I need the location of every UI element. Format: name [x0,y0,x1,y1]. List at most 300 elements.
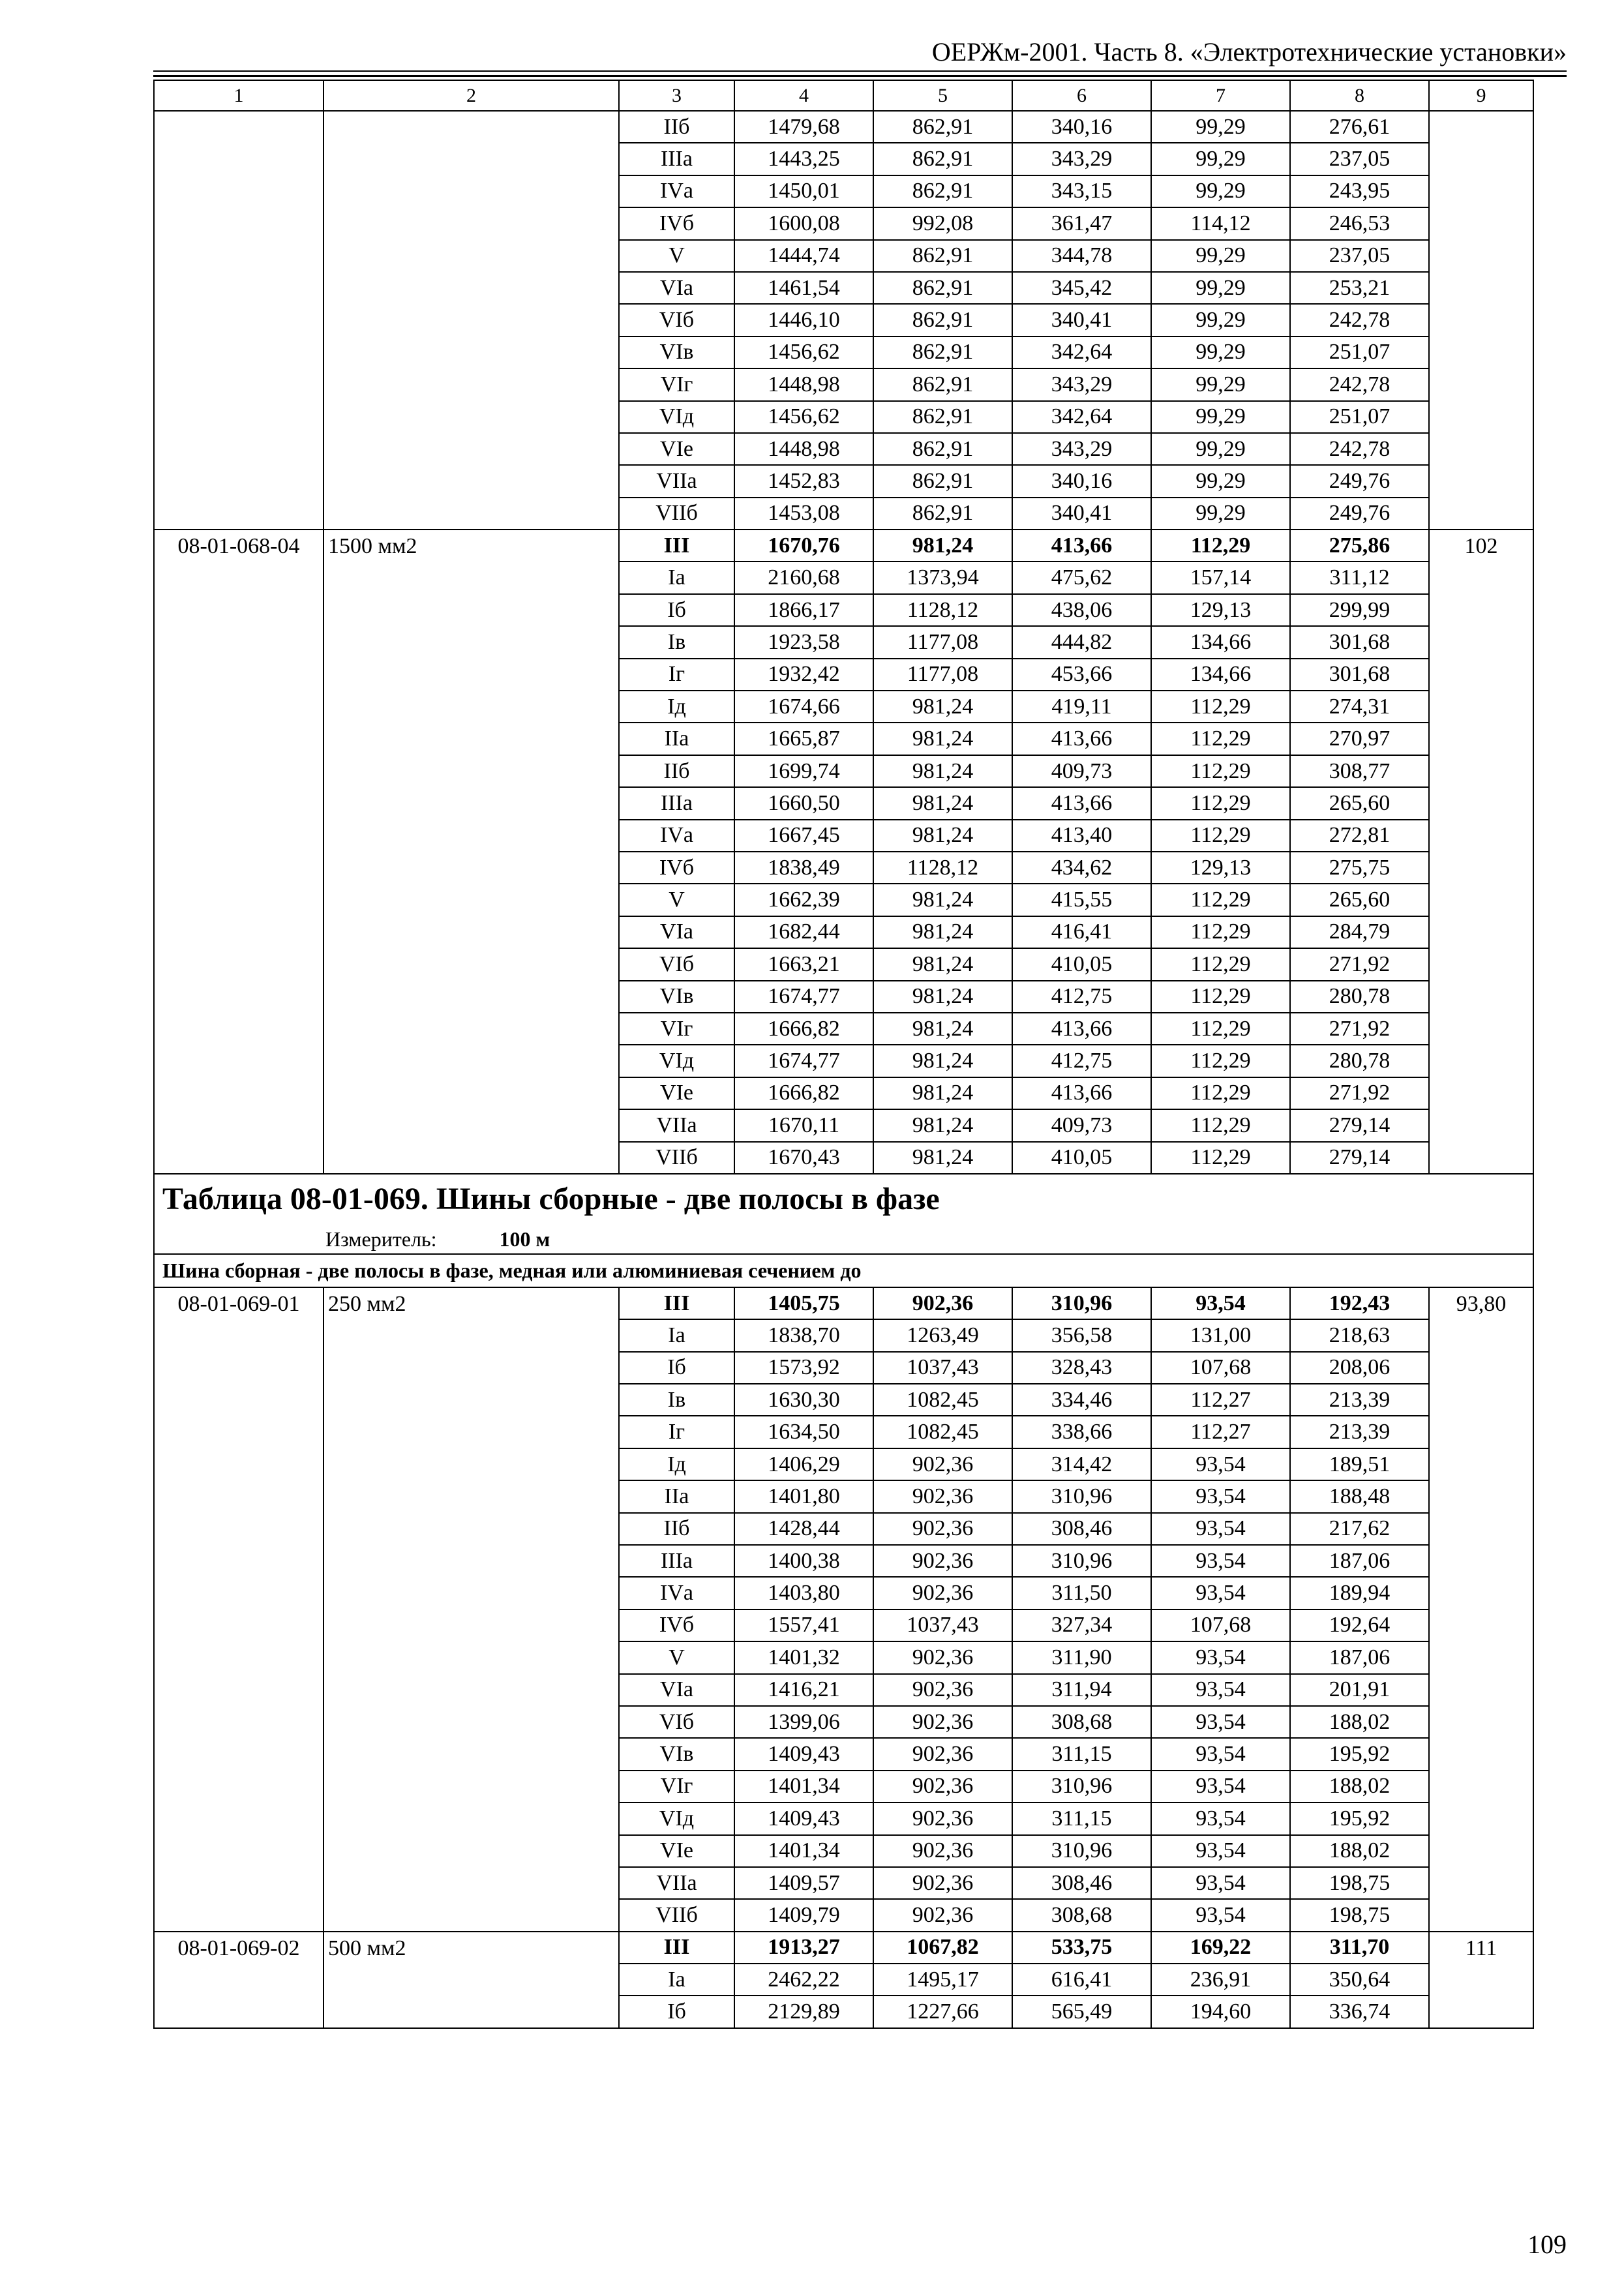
table-row [154,561,1533,593]
value-cell: 1932,42 [734,659,873,691]
column-number-cell: 9 [1429,80,1533,111]
row-code-cell [154,1545,323,1577]
column-number-cell: 3 [619,80,734,111]
row-code-cell [154,337,323,368]
value-cell: 981,24 [873,755,1012,787]
col9-cell [1429,948,1533,980]
value-cell: 862,91 [873,175,1012,207]
zone-cell: IIIа [619,143,734,175]
col9-cell [1429,1641,1533,1673]
value-cell: 1670,43 [734,1142,873,1174]
col9-cell [1429,1352,1533,1384]
value-cell: 902,36 [873,1513,1012,1545]
value-cell: 902,36 [873,1706,1012,1738]
value-cell: 1428,44 [734,1513,873,1545]
value-cell: 308,68 [1012,1706,1151,1738]
value-cell: 131,00 [1151,1319,1290,1351]
value-cell: 198,75 [1290,1899,1429,1931]
value-cell: 981,24 [873,723,1012,755]
zone-cell: V [619,240,734,272]
row-name-cell [323,1416,619,1448]
value-cell: 902,36 [873,1641,1012,1673]
col9-cell [1429,561,1533,593]
value-cell: 194,60 [1151,1996,1290,2027]
value-cell: 93,54 [1151,1899,1290,1931]
value-cell: 616,41 [1012,1964,1151,1996]
value-cell: 188,02 [1290,1835,1429,1867]
row-name-cell [323,723,619,755]
value-cell: 311,15 [1012,1738,1151,1770]
zone-cell: IIб [619,111,734,143]
value-cell: 413,66 [1012,723,1151,755]
row-code-cell [154,594,323,626]
zone-cell: V [619,884,734,916]
row-code-cell [154,884,323,916]
row-name-cell: 500 мм2 [323,1932,619,1964]
value-cell: 314,42 [1012,1448,1151,1480]
table-title: Таблица 08-01-069. Шины сборные - две полосы в фазе [154,1174,1533,1225]
value-cell: 862,91 [873,240,1012,272]
row-code-cell [154,691,323,723]
row-code-cell [154,401,323,433]
value-cell: 310,96 [1012,1771,1151,1803]
row-code-cell [154,1674,323,1706]
col9-cell [1429,852,1533,884]
value-cell: 1452,83 [734,465,873,497]
col9-cell [1429,1706,1533,1738]
value-cell: 99,29 [1151,401,1290,433]
table-row [154,433,1533,465]
row-code-cell [154,465,323,497]
col9-cell [1429,1835,1533,1867]
table-row [154,755,1533,787]
value-cell: 280,78 [1290,981,1429,1013]
row-code-cell [154,143,323,175]
col9-cell [1429,1109,1533,1141]
value-cell: 188,48 [1290,1480,1429,1512]
row-code-cell [154,626,323,658]
value-cell: 356,58 [1012,1319,1151,1351]
col9-cell: 102 [1429,530,1533,561]
value-cell: 343,15 [1012,175,1151,207]
value-cell: 1177,08 [873,626,1012,658]
zone-cell: IIа [619,1480,734,1512]
value-cell: 412,75 [1012,1045,1151,1077]
value-cell: 189,51 [1290,1448,1429,1480]
row-name-cell [323,755,619,787]
value-cell: 1128,12 [873,852,1012,884]
table-row [154,626,1533,658]
value-cell: 992,08 [873,207,1012,239]
row-name-cell [323,1899,619,1931]
col9-cell [1429,1674,1533,1706]
value-cell: 1600,08 [734,207,873,239]
value-cell: 93,54 [1151,1513,1290,1545]
value-cell: 361,47 [1012,207,1151,239]
zone-cell: IVа [619,820,734,852]
column-number-cell: 6 [1012,80,1151,111]
value-cell: 981,24 [873,1045,1012,1077]
table-row [154,337,1533,368]
value-cell: 112,29 [1151,820,1290,852]
table-row [154,1771,1533,1803]
table-row [154,723,1533,755]
value-cell: 198,75 [1290,1867,1429,1899]
zone-cell: IVа [619,175,734,207]
row-code-cell [154,1077,323,1109]
value-cell: 862,91 [873,304,1012,336]
row-name-cell [323,1109,619,1141]
row-name-cell [323,240,619,272]
value-cell: 862,91 [873,272,1012,304]
value-cell: 1667,45 [734,820,873,852]
value-cell: 342,64 [1012,401,1151,433]
table-row [154,594,1533,626]
value-cell: 310,96 [1012,1835,1151,1867]
value-cell: 413,66 [1012,530,1151,561]
value-cell: 114,12 [1151,207,1290,239]
value-cell: 218,63 [1290,1319,1429,1351]
zone-cell: Iг [619,659,734,691]
value-cell: 93,54 [1151,1674,1290,1706]
row-name-cell [323,1513,619,1545]
row-code-cell [154,1867,323,1899]
zone-cell: Iд [619,691,734,723]
value-cell: 187,06 [1290,1641,1429,1673]
table-row [154,820,1533,852]
value-cell: 93,54 [1151,1448,1290,1480]
value-cell: 1177,08 [873,659,1012,691]
table-row [154,1867,1533,1899]
value-cell: 862,91 [873,368,1012,400]
value-cell: 1082,45 [873,1416,1012,1448]
zone-cell: VIд [619,1803,734,1834]
value-cell: 1674,77 [734,981,873,1013]
value-cell: 1670,11 [734,1109,873,1141]
col9-cell [1429,981,1533,1013]
row-name-cell [323,1319,619,1351]
row-name-cell [323,368,619,400]
table-row [154,1480,1533,1512]
value-cell: 902,36 [873,1545,1012,1577]
zone-cell: Iа [619,561,734,593]
value-cell: 112,29 [1151,787,1290,819]
row-name-cell [323,337,619,368]
row-name-cell [323,111,619,143]
column-number-cell: 7 [1151,80,1290,111]
col9-cell [1429,1771,1533,1803]
value-cell: 415,55 [1012,884,1151,916]
column-number-cell: 2 [323,80,619,111]
table-row [154,787,1533,819]
value-cell: 93,54 [1151,1803,1290,1834]
value-cell: 213,39 [1290,1384,1429,1416]
zone-cell: IVб [619,1609,734,1641]
zone-cell: VIб [619,304,734,336]
column-number-cell: 1 [154,80,323,111]
value-cell: 195,92 [1290,1738,1429,1770]
table-row [154,1416,1533,1448]
value-cell: 311,94 [1012,1674,1151,1706]
value-cell: 419,11 [1012,691,1151,723]
value-cell: 2160,68 [734,561,873,593]
value-cell: 338,66 [1012,1416,1151,1448]
value-cell: 902,36 [873,1480,1012,1512]
value-cell: 308,46 [1012,1867,1151,1899]
row-name-cell [323,433,619,465]
table-row [154,1706,1533,1738]
col9-cell [1429,465,1533,497]
row-code-cell [154,1835,323,1867]
value-cell: 902,36 [873,1899,1012,1931]
zone-cell: Iв [619,626,734,658]
row-code-cell [154,787,323,819]
value-cell: 311,15 [1012,1803,1151,1834]
row-code-cell [154,1109,323,1141]
row-code-cell [154,1045,323,1077]
value-cell: 112,29 [1151,1142,1290,1174]
value-cell: 1838,49 [734,852,873,884]
value-cell: 217,62 [1290,1513,1429,1545]
col9-cell [1429,401,1533,433]
price-table [153,80,1534,2029]
table-row [154,1545,1533,1577]
value-cell: 99,29 [1151,143,1290,175]
col9-cell [1429,368,1533,400]
table-row [154,1932,1533,1964]
value-cell: 272,81 [1290,820,1429,852]
table-row [154,981,1533,1013]
value-cell: 112,29 [1151,1109,1290,1141]
value-cell: 99,29 [1151,272,1290,304]
value-cell: 434,62 [1012,852,1151,884]
table-row [154,1384,1533,1416]
value-cell: 1405,75 [734,1287,873,1319]
value-cell: 1409,43 [734,1803,873,1834]
value-cell: 862,91 [873,465,1012,497]
row-name-cell [323,916,619,948]
value-cell: 112,29 [1151,1013,1290,1045]
value-cell: 902,36 [873,1287,1012,1319]
value-cell: 475,62 [1012,561,1151,593]
value-cell: 902,36 [873,1448,1012,1480]
col9-cell [1429,498,1533,530]
value-cell: 308,68 [1012,1899,1151,1931]
table-subtitle: Шина сборная - две полосы в фазе, медная или алюминиевая сечением до [154,1254,1533,1287]
col9-cell [1429,304,1533,336]
table-row [154,1996,1533,2027]
value-cell: 99,29 [1151,465,1290,497]
value-cell: 99,29 [1151,111,1290,143]
value-cell: 112,29 [1151,948,1290,980]
value-cell: 134,66 [1151,626,1290,658]
zone-cell: Iа [619,1964,734,1996]
zone-cell: VIе [619,1835,734,1867]
row-name-cell [323,884,619,916]
value-cell: 311,50 [1012,1577,1151,1609]
table-row [154,1738,1533,1770]
row-code-cell [154,981,323,1013]
value-cell: 237,05 [1290,240,1429,272]
value-cell: 243,95 [1290,175,1429,207]
value-cell: 343,29 [1012,433,1151,465]
table-row [154,175,1533,207]
value-cell: 902,36 [873,1577,1012,1609]
value-cell: 169,22 [1151,1932,1290,1964]
zone-cell: VIIа [619,1109,734,1141]
value-cell: 93,54 [1151,1738,1290,1770]
value-cell: 1573,92 [734,1352,873,1384]
zone-cell: Iв [619,1384,734,1416]
value-cell: 242,78 [1290,304,1429,336]
col9-cell [1429,1077,1533,1109]
value-cell: 981,24 [873,948,1012,980]
row-code-cell [154,852,323,884]
col9-cell [1429,884,1533,916]
value-cell: 340,41 [1012,498,1151,530]
value-cell: 1838,70 [734,1319,873,1351]
value-cell: 99,29 [1151,498,1290,530]
value-cell: 410,05 [1012,948,1151,980]
table-row [154,1077,1533,1109]
value-cell: 862,91 [873,401,1012,433]
value-cell: 1866,17 [734,594,873,626]
value-cell: 862,91 [873,337,1012,368]
zone-cell: Iд [619,1448,734,1480]
col9-cell [1429,1480,1533,1512]
value-cell: 99,29 [1151,368,1290,400]
value-cell: 1443,25 [734,143,873,175]
row-name-cell [323,659,619,691]
col9-cell [1429,820,1533,852]
value-cell: 438,06 [1012,594,1151,626]
table-row [154,240,1533,272]
row-code-cell [154,1964,323,1996]
col9-cell [1429,659,1533,691]
col9-cell [1429,240,1533,272]
value-cell: 271,92 [1290,948,1429,980]
value-cell: 1913,27 [734,1932,873,1964]
value-cell: 271,92 [1290,1013,1429,1045]
row-name-cell: 1500 мм2 [323,530,619,561]
row-code-cell [154,1803,323,1834]
table-row [154,1109,1533,1141]
row-name-cell [323,1674,619,1706]
value-cell: 1699,74 [734,755,873,787]
col9-cell [1429,755,1533,787]
row-code-cell [154,820,323,852]
table-row [154,1641,1533,1673]
value-cell: 1674,77 [734,1045,873,1077]
col9-cell [1429,272,1533,304]
value-cell: 251,07 [1290,337,1429,368]
row-code-cell [154,272,323,304]
row-code-cell [154,1448,323,1480]
value-cell: 327,34 [1012,1609,1151,1641]
value-cell: 1453,08 [734,498,873,530]
zone-cell: VIа [619,916,734,948]
zone-cell: V [619,1641,734,1673]
zone-cell: VIв [619,1738,734,1770]
row-name-cell [323,143,619,175]
row-code-cell: 08-01-068-04 [154,530,323,561]
row-code-cell [154,1609,323,1641]
value-cell: 343,29 [1012,368,1151,400]
row-name-cell [323,594,619,626]
row-name-cell [323,401,619,433]
col9-cell: 111 [1429,1932,1533,1964]
value-cell: 413,66 [1012,1013,1151,1045]
zone-cell: VIб [619,1706,734,1738]
value-cell: 334,46 [1012,1384,1151,1416]
row-code-cell [154,175,323,207]
value-cell: 279,14 [1290,1142,1429,1174]
row-code-cell [154,561,323,593]
value-cell: 311,70 [1290,1932,1429,1964]
value-cell: 112,29 [1151,1045,1290,1077]
zone-cell: VIIа [619,1867,734,1899]
zone-cell: Iб [619,1352,734,1384]
value-cell: 299,99 [1290,594,1429,626]
value-cell: 350,64 [1290,1964,1429,1996]
value-cell: 1409,43 [734,1738,873,1770]
row-code-cell: 08-01-069-01 [154,1287,323,1319]
value-cell: 413,66 [1012,1077,1151,1109]
value-cell: 188,02 [1290,1771,1429,1803]
col9-cell [1429,1448,1533,1480]
value-cell: 1406,29 [734,1448,873,1480]
value-cell: 1448,98 [734,368,873,400]
zone-cell: VIIб [619,1142,734,1174]
value-cell: 1456,62 [734,337,873,368]
zone-cell: VIа [619,272,734,304]
value-cell: 93,54 [1151,1545,1290,1577]
table-row [154,884,1533,916]
value-cell: 93,54 [1151,1771,1290,1803]
table-title-row [154,1174,1533,1225]
value-cell: 93,54 [1151,1867,1290,1899]
value-cell: 862,91 [873,143,1012,175]
value-cell: 99,29 [1151,240,1290,272]
value-cell: 981,24 [873,1142,1012,1174]
value-cell: 981,24 [873,1077,1012,1109]
value-cell: 862,91 [873,111,1012,143]
col9-cell [1429,723,1533,755]
value-cell: 213,39 [1290,1416,1429,1448]
table-row [154,916,1533,948]
value-cell: 862,91 [873,433,1012,465]
row-code-cell [154,948,323,980]
zone-cell: VIг [619,368,734,400]
row-name-cell [323,272,619,304]
value-cell: 981,24 [873,916,1012,948]
value-cell: 2129,89 [734,1996,873,2027]
value-cell: 902,36 [873,1835,1012,1867]
value-cell: 981,24 [873,787,1012,819]
row-code-cell [154,1899,323,1931]
row-code-cell [154,1384,323,1416]
value-cell: 270,97 [1290,723,1429,755]
table-row [154,272,1533,304]
value-cell: 1630,30 [734,1384,873,1416]
value-cell: 237,05 [1290,143,1429,175]
col9-cell: 93,80 [1429,1287,1533,1319]
row-name-cell [323,691,619,723]
table-row [154,465,1533,497]
value-cell: 533,75 [1012,1932,1151,1964]
zone-cell: VIе [619,433,734,465]
value-cell: 345,42 [1012,272,1151,304]
